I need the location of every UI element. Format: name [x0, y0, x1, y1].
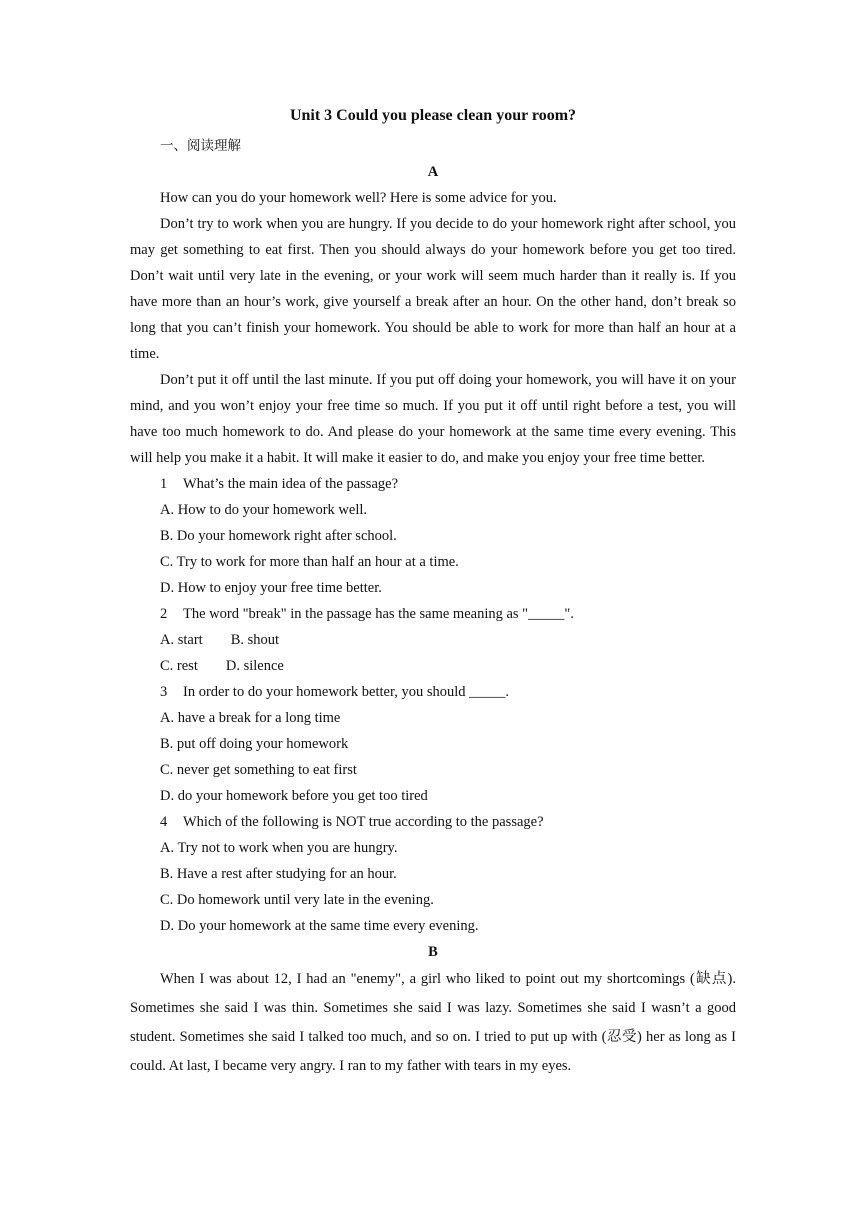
- question-4-option-b: B. Have a rest after studying for an hour.: [160, 866, 397, 882]
- question-4-number: 4: [160, 814, 168, 830]
- passage-a-paragraph-3: Don’t put it off until the last minute. If you put off doing your homework, you will have it on your mind, and you won’t enjoy your free time so much. If you put it off until right before a test, you will have too much homework to do. And please do your homework at the same time every evening. This will help you make it a habit. It will make it easier to do, and make you enjoy your free time better.: [130, 372, 736, 466]
- question-3-text: In order to do your homework better, you should _____.: [183, 684, 510, 700]
- question-1-option-a: A. How to do your homework well.: [160, 502, 368, 518]
- question-3-option-a: A. have a break for a long time: [160, 710, 341, 726]
- question-3-option-b: B. put off doing your homework: [160, 736, 349, 752]
- question-2-options-row-1: [130, 627, 736, 653]
- question-3-option-c: C. never get something to eat first: [160, 762, 357, 778]
- question-4-option-d: D. Do your homework at the same time every evening.: [160, 918, 479, 934]
- question-1-option-b: B. Do your homework right after school.: [160, 528, 397, 544]
- document-content: [130, 103, 736, 1081]
- section-heading: 一、阅读理解: [160, 138, 241, 154]
- question-2-number: 2: [160, 606, 168, 622]
- question-2-text: The word "break" in the passage has the same meaning as "_____".: [183, 606, 574, 622]
- passage-a-label: A: [427, 164, 439, 180]
- question-2-options-row-2: [130, 653, 736, 679]
- question-2-option-b: B. shout: [230, 632, 280, 648]
- question-1-option-c: C. Try to work for more than half an hour at a time.: [160, 554, 459, 570]
- page-title: Unit 3 Could you please clean your room?: [289, 107, 577, 124]
- question-4-option-c: C. Do homework until very late in the evening.: [160, 892, 434, 908]
- question-1: [130, 471, 736, 497]
- question-4-text: Which of the following is NOT true according to the passage?: [183, 814, 544, 830]
- question-3: [130, 679, 736, 705]
- question-4-option-a: A. Try not to work when you are hungry.: [160, 840, 398, 856]
- passage-a-paragraph-2: Don’t try to work when you are hungry. If you decide to do your homework right after school, you may get something to eat first. Then you should always do your homework before you get too tired. Don’t wait until very late in the evening, or your work will seem much harder than it really is. If you have more than an hour’s work, give yourself a break after an hour. On the other hand, don’t break so long that you can’t finish your homework. You should be able to work for more than half an hour at a time.: [130, 216, 736, 362]
- question-1-text: What’s the main idea of the passage?: [183, 476, 399, 492]
- question-1-option-d: D. How to enjoy your free time better.: [160, 580, 382, 596]
- question-4: [130, 809, 736, 835]
- question-2-option-c: C. rest: [160, 658, 198, 674]
- passage-b-label: B: [428, 944, 438, 960]
- question-2-option-a: A. start: [160, 632, 203, 648]
- question-3-number: 3: [160, 684, 168, 700]
- question-3-option-d: D. do your homework before you get too tired: [160, 788, 428, 804]
- question-2-option-d: D. silence: [225, 658, 284, 674]
- passage-a-paragraph-1: How can you do your homework well? Here is some advice for you.: [160, 190, 557, 206]
- question-2: [130, 601, 736, 627]
- question-1-number: 1: [160, 476, 168, 492]
- passage-b-paragraph-1: When I was about 12, I had an "enemy", a girl who liked to point out my shortcomings (缺点). Sometimes she said I was thin. Sometimes she said I was lazy. Sometimes she said I wasn’t a good student. Sometimes she said I talked too much, and so on. I tried to put up with (忍受) her as long as I could. At last, I became very angry. I ran to my father with tears in my eyes.: [130, 971, 736, 1074]
